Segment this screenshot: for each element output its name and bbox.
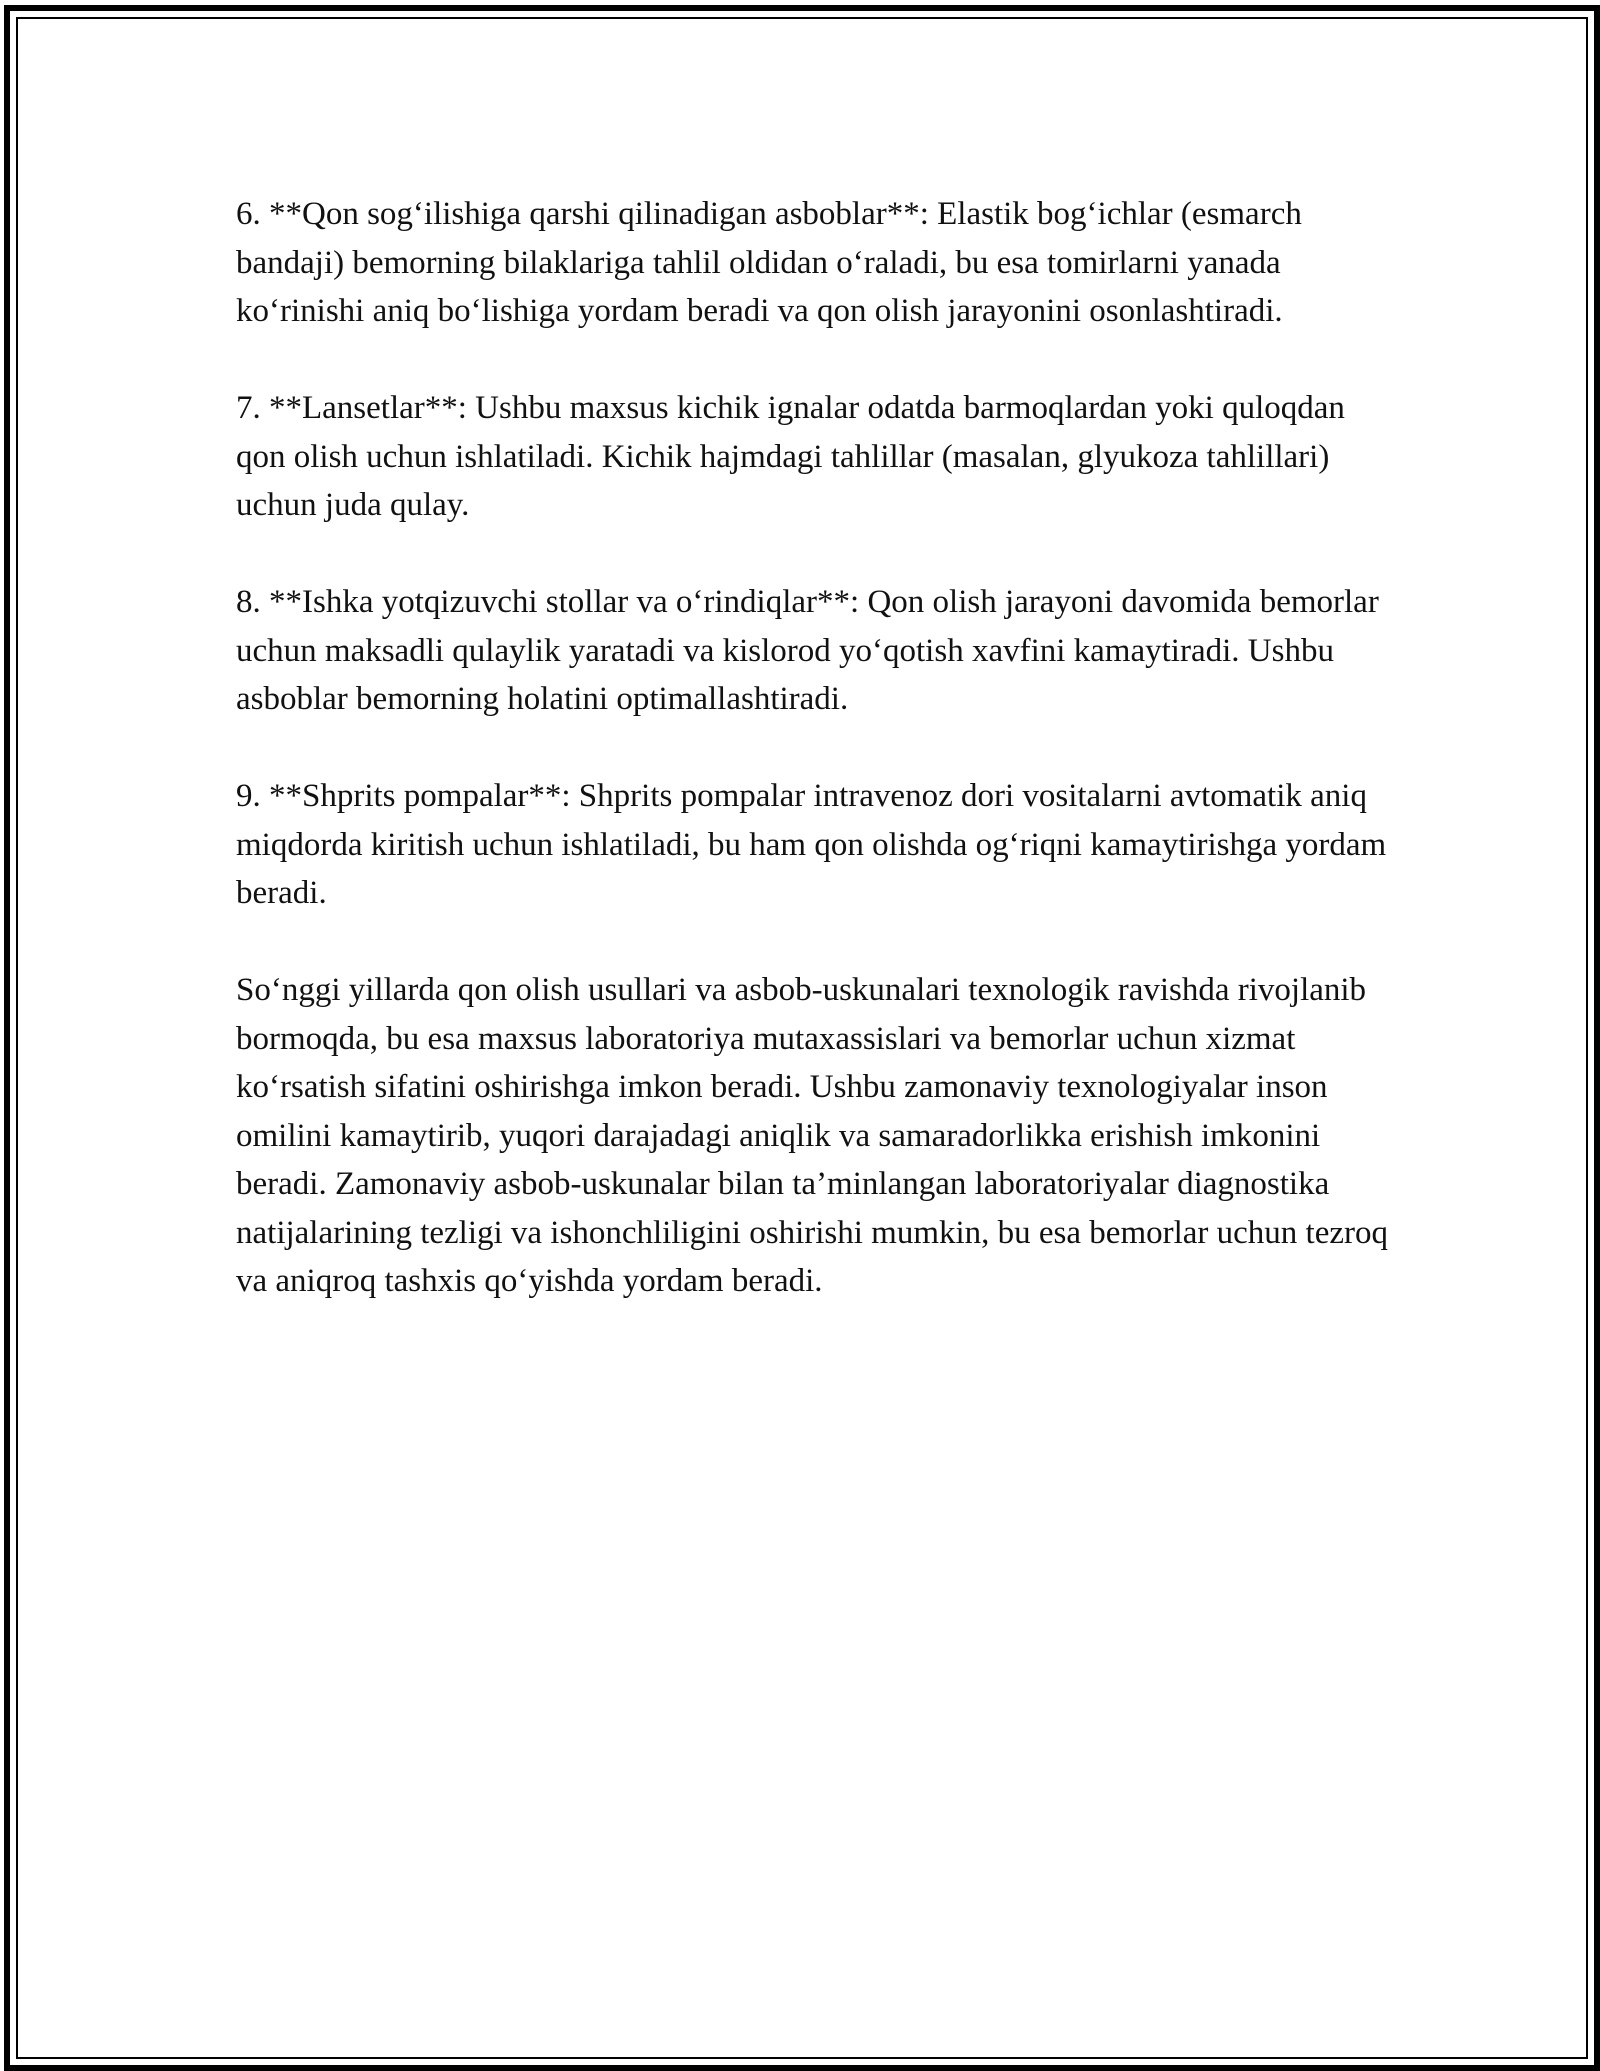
paragraph-item-6: 6. **Qon sog‘ilishiga qarshi qilinadigan asboblar**: Elastik bog‘ichlar (esmarch bandaji) bemorning bilaklariga tahlil oldidan o‘raladi, bu esa tomirlarni yanada ko‘rinishi aniq bo‘lishiga yordam beradi va qon olish jarayonini osonlashtiradi.	[236, 196, 1302, 329]
document-body	[236, 190, 1396, 1354]
paragraph-item-9: 9. **Shprits pompalar**: Shprits pompalar intravenoz dori vositalarni avtomatik aniq miqdorda kiritish uchun ishlatiladi, bu ham qon olishda og‘riqni kamaytirishga yordam beradi.	[236, 778, 1387, 911]
paragraph-item-8: 8. **Ishka yotqizuvchi stollar va o‘rindiqlar**: Qon olish jarayoni davomida bemorlar uchun maksadli qulaylik yaratadi va kislorod yo‘qotish xavfini kamaytiradi. Ushbu asboblar bemorning holatini optimallashtiradi.	[236, 584, 1379, 717]
paragraph-conclusion: So‘nggi yillarda qon olish usullari va asbob-uskunalari texnologik ravishda rivojlanib bormoqda, bu esa maxsus laboratoriya mutaxassislari va bemorlar uchun xizmat ko‘rsatish sifatini oshirishga imkon beradi. Ushbu zamonaviy texnologiyalar inson omilini kamaytirib, yuqori darajadagi aniqlik va samaradorlikka erishish imkonini beradi. Zamonaviy asbob-uskunalar bilan ta’minlangan laboratoriyalar diagnostika natijalarining tezligi va ishonchliligini oshirishi mumkin, bu esa bemorlar uchun tezroq va aniqroq tashxis qo‘yishda yordam beradi.	[236, 972, 1389, 1299]
paragraph-item-7: 7. **Lansetlar**: Ushbu maxsus kichik ignalar odatda barmoqlardan yoki quloqdan qon olish uchun ishlatiladi. Kichik hajmdagi tahlillar (masalan, glyukoza tahlillari) uchun juda qulay.	[236, 390, 1345, 523]
